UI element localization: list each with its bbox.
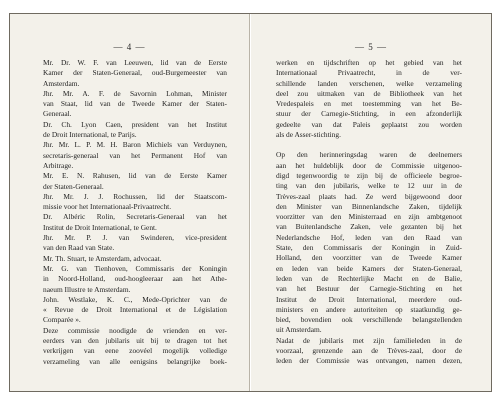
text-line: leden van de Rechterlijke Macht en de Balie, [276, 273, 462, 283]
text-line: Amsterdam. [43, 78, 80, 88]
text-line: de Droit International, te Parijs. [43, 130, 137, 140]
text-line: Nederlandsche Hof, leden van den Raad van [276, 232, 462, 242]
text-line: uit Amsterdam. [276, 325, 322, 335]
text-line: Generaal. [43, 109, 72, 119]
text-line: Mr. G. van Tienhoven, Commissaris der Koningin [43, 263, 227, 273]
text-line: als de Asser-stichting. [276, 130, 341, 140]
text-line: ting van den jubilaris, welke te 12 uur in de [276, 181, 462, 191]
left-page-text [43, 58, 227, 367]
text-line: en leden van beide Kamers der Staten-Generaal, [276, 263, 462, 273]
text-line: van den Raad van State. [43, 243, 115, 253]
text-line: « Revue de Droit International et de Législation [43, 305, 227, 315]
text-line: Vredespaleis en met toestemming van het Be- [276, 99, 462, 109]
text-line: digd tegenwoordig te zijn bij de officieele begroe- [276, 170, 462, 180]
text-line: Institut de Droit International, te Gent. [43, 222, 157, 232]
text-line: deel zou uitmaken van de Bibliotheek van het [276, 88, 462, 98]
text-line: stuur der Carnegie-Stichting, in een afzonderlijk [276, 109, 462, 119]
text-line: Mr. E. N. Rahusen, lid van de Eerste Kamer [43, 171, 227, 181]
text-line: John. Westlake, K. C., Mede-Oprichter van de [43, 294, 227, 304]
text-line: verzameling van alle eenigsins belangrijke boek- [43, 356, 227, 366]
text-line: Jhr. Mr. A. F. de Savornin Lohman, Minister [43, 88, 227, 98]
text-line: Jhr. Mr. J. J. Rochussen, lid der Staatscom- [43, 191, 227, 201]
text-line: voorzitter van den Ministerraad en zijn ambtgenoot [276, 212, 462, 222]
text-line: ministers en andere autoriteiten op staatkundig ge- [276, 304, 462, 314]
text-line: van het Bestuur der Carnegie-Stichting en het [276, 284, 462, 294]
text-line: Dr. Ch. Lyon Caen, president van het Institut [43, 119, 227, 129]
text-line: Comparée ». [43, 315, 81, 325]
text-line: Holland, den voorzitter van de Tweede Kamer [276, 253, 462, 263]
text-line: secretaris-generaal van het Permanent Hof van [43, 150, 227, 160]
text-line: Mr. Dr. W. F. van Leeuwen, lid van de Eerste [43, 58, 227, 67]
text-line: Mr. Th. Stuart, te Amsterdam, advocaat. [43, 253, 162, 263]
text-line: Internationaal Privaatrecht, in de ver- [276, 68, 462, 78]
text-line: schillende landen verschenen, welke verzameling [276, 78, 462, 88]
text-line: Op den herinneringsdag waren de deelnemers [276, 150, 462, 160]
text-line: Jhr. Mr. L. P. M. H. Baron Michiels van Verduynen, [43, 140, 227, 150]
text-line: gedeelte van dat Paleis geplaatst zou worden [276, 119, 462, 129]
text-line: eerders van den jubilaris uit bij te dragen tot het [43, 336, 227, 346]
text-line: verkrijgen van eene zoovéel mogelijk volledige [43, 346, 227, 356]
paragraph-gap [276, 140, 462, 150]
text-line: Jhr. Mr. P. J. van Swinderen, vice-president [43, 233, 227, 243]
page-number-right: — 5 — [355, 42, 387, 52]
text-line: Dr. Albéric Rolin, Secretaris-Generaal van het [43, 212, 227, 222]
text-line: aan het huldeblijk door de Commissie uitgenoo- [276, 160, 462, 170]
page-number-left: — 4 — [113, 42, 146, 52]
text-line: bied, bovendien ook verschillende belangstellenden [276, 315, 462, 325]
right-page-text [276, 58, 462, 367]
text-line: leden der Commissie was ontvangen, namen dezen, [276, 356, 462, 366]
text-line: in Noord-Holland, oud-hoogleeraar aan het Athe- [43, 274, 227, 284]
text-line: den Minister van Binnenlandsche Zaken, tijdelijk [276, 201, 462, 211]
right-page [251, 14, 491, 391]
text-line: van Buitenlandsche Zaken, vele gezanten bij het [276, 222, 462, 232]
text-line: der Staten-Generaal. [43, 181, 104, 191]
text-line: State, den Commissaris der Koningin in Zuid- [276, 243, 462, 253]
text-line: naeum Illustre te Amsterdam. [43, 284, 131, 294]
text-line: Deze commissie noodigde de vrienden en ver- [43, 325, 227, 335]
text-line: Trèves-zaal plaats had. Ze werd bijgewoond door [276, 191, 462, 201]
text-line: Kamer der Staten-Generaal, oud-Burgemeester van [43, 68, 227, 78]
text-line: Arbitrage. [43, 160, 74, 170]
left-page [10, 14, 250, 391]
text-line: voorzaal, grenzende aan de Trèves-zaal, door de [276, 346, 462, 356]
text-line: van Staat, lid van de Tweede Kamer der Staten- [43, 99, 227, 109]
text-line: Nadat de jubilaris met zijn familieleden in de [276, 335, 462, 345]
book-spread [9, 13, 492, 392]
text-line: werken en tijdschriften op het gebied van het [276, 58, 462, 67]
text-line: missie voor het Internationaal-Privaatrecht. [43, 202, 172, 212]
text-line: Institut de Droit International, meerdere oud- [276, 294, 462, 304]
